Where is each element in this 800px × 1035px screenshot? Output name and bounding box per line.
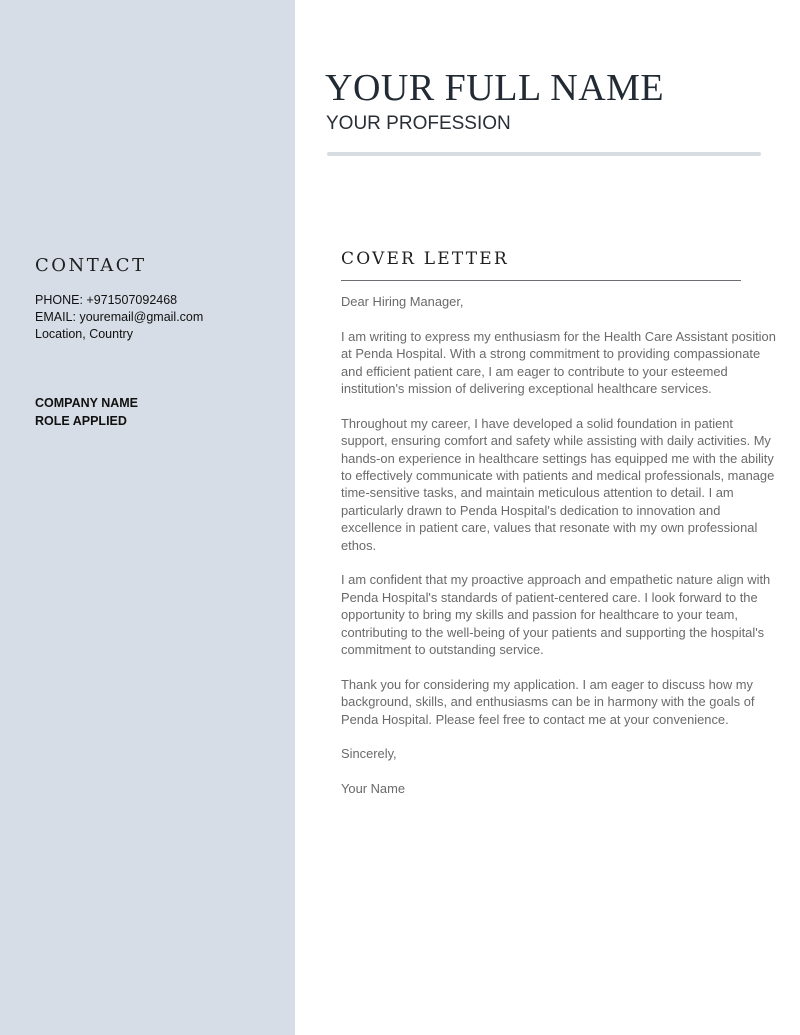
sidebar bbox=[0, 0, 295, 1035]
letter-paragraph: Throughout my career, I have developed a solid foundation in patient support, ensuring comfort and safety while assisting with daily activities. My hands-on experience in healthcare settings has equipped me with the ability to effectively communicate with patients and medical professionals, manage time-sensitive tasks, and maintain meticulous attention to detail. I am particularly drawn to Penda Hospital's dedication to innovation and excellence in patient care, values that resonate with my own professional ethos. bbox=[341, 415, 775, 553]
contact-heading: CONTACT bbox=[35, 255, 147, 276]
email-line: EMAIL: youremail@gmail.com bbox=[35, 310, 204, 324]
letter-paragraph: I am writing to express my enthusiasm for the Health Care Assistant position at Penda Hospital. With a strong commitment to providing compassionate and efficient patient care, I am eager to contribute to your esteemed institution's mission of delivering exceptional healthcare services. bbox=[341, 328, 776, 397]
signature: Your Name bbox=[341, 781, 406, 797]
company-name: COMPANY NAME bbox=[35, 396, 139, 410]
letter-paragraph: I am confident that my proactive approach and empathetic nature align with Penda Hospital's standards of patient-centered care. I look forward to the opportunity to bring my skills and passion for healthcare to your team, contributing to the well-being of your patients and supporting the hospital's commitment to outstanding service. bbox=[341, 572, 771, 658]
phone-line: PHONE: +971507092468 bbox=[35, 293, 178, 307]
cover-letter-heading: COVER LETTER bbox=[341, 249, 509, 269]
header-divider bbox=[327, 152, 761, 156]
contact-details bbox=[35, 292, 203, 343]
role-applied: ROLE APPLIED bbox=[35, 413, 127, 428]
full-name-title: YOUR FULL NAME bbox=[325, 67, 665, 109]
profession-subtitle: YOUR PROFESSION bbox=[326, 113, 511, 134]
closing: Sincerely, bbox=[341, 746, 397, 762]
salutation: Dear Hiring Manager, bbox=[341, 294, 464, 309]
company-block bbox=[35, 395, 138, 430]
cover-letter-divider bbox=[341, 280, 741, 281]
location-line: Location, Country bbox=[35, 327, 133, 341]
letter-paragraph: Thank you for considering my application. I am eager to discuss how my background, skills, and enthusiasms can be in harmony with the goals of Penda Hospital. Please feel free to contact me at your convenience. bbox=[341, 676, 755, 727]
letter-body bbox=[341, 293, 781, 815]
